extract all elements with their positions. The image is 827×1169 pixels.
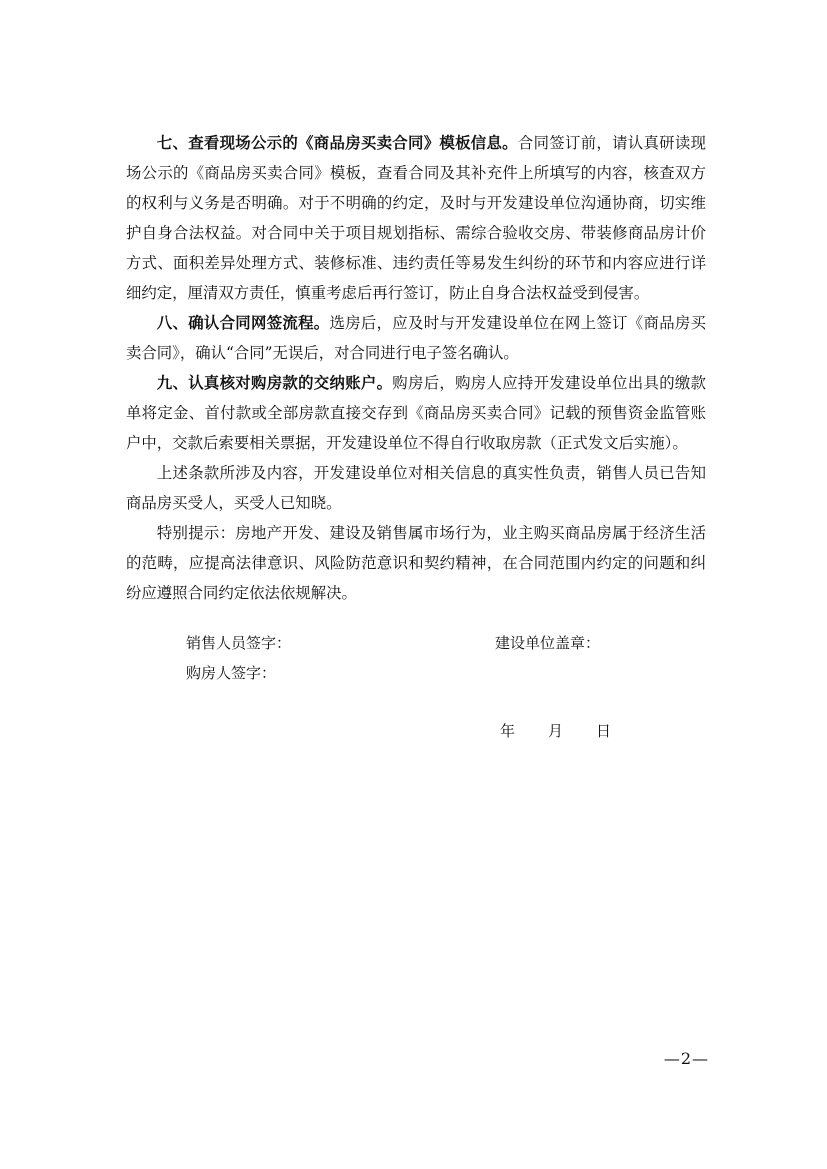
signature-date bbox=[500, 720, 611, 741]
clause-9-heading: 九、认真核对购房款的交纳账户。 bbox=[156, 374, 393, 392]
sales-signature-label: 销售人员签字： bbox=[186, 634, 292, 652]
clause-8 bbox=[126, 308, 706, 368]
date-year: 年 bbox=[500, 722, 516, 740]
buyer-signature-label: 购房人签字： bbox=[186, 664, 277, 682]
clause-7-text: 合同签订前，请认真研读现场公示的《商品房买卖合同》模板，查看合同及其补充件上所填写的内容，核查双方的权利与义务是否明确。对于不明确的约定，及时与开发建设单位沟通协商，切实维护自身合法权益。对合同中关于项目规划指标、需综合验收交房、带装修商品房计价方式、面积差异处理方式、装修标准、违约责任等易发生纠纷的环节和内容应进行详细约定，厘清双方责任，慎重考虑后再行签订，防止自身合法权益受到侵害。 bbox=[126, 134, 706, 302]
date-month: 月 bbox=[548, 722, 564, 740]
clause-8-text: 选房后，应及时与开发建设单位在网上签订《商品房买卖合同》，确认“合同”无误后，对合同进行电子签名确认。 bbox=[126, 314, 706, 362]
developer-seal-label: 建设单位盖章： bbox=[495, 634, 601, 652]
clause-9-text: 购房后，购房人应持开发建设单位出具的缴款单将定金、首付款或全部房款直接交存到《商品房买卖合同》记载的预售资金监管账户中，交款后索要相关票据，开发建设单位不得自行收取房款（正式发文后实施）。 bbox=[126, 374, 706, 452]
page-number: —2— bbox=[663, 1049, 709, 1068]
clause-9 bbox=[126, 368, 706, 458]
document-body bbox=[126, 128, 706, 608]
special-notice: 特别提示：房地产开发、建设及销售属市场行为，业主购买商品房属于经济生活的范畴，应提高法律意识、风险防范意识和契约精神，在合同范围内约定的问题和纠纷应遵照合同约定依法依规解决。 bbox=[126, 524, 706, 602]
date-day: 日 bbox=[596, 722, 612, 740]
clause-8-heading: 八、确认合同网签流程。 bbox=[156, 314, 330, 332]
statement-paragraph: 上述条款所涉及内容，开发建设单位对相关信息的真实性负责，销售人员已告知商品房买受人，买受人已知晓。 bbox=[126, 464, 706, 512]
clause-7 bbox=[126, 128, 706, 308]
clause-7-heading: 七、查看现场公示的《商品房买卖合同》模板信息。 bbox=[156, 134, 518, 152]
